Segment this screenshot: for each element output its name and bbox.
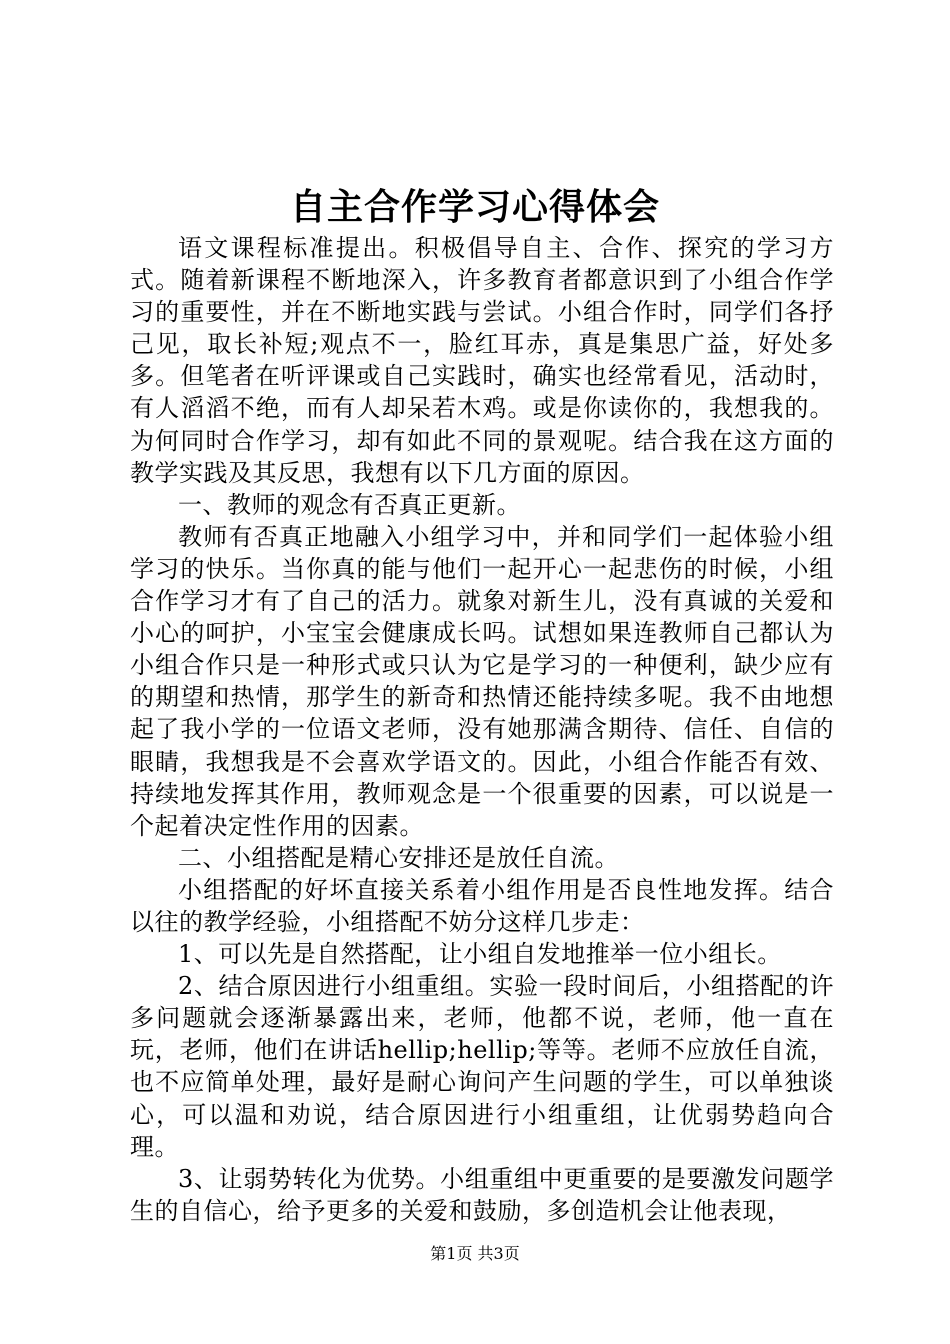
- paragraph-intro: 语文课程标准提出。积极倡导自主、合作、探究的学习方式。随着新课程不断地深入，许多教育者都意识到了小组合作学习的重要性，并在不断地实践与尝试。小组合作时，同学们各抒己见，取长补短;观点不一，脸红耳赤，真是集思广益，好处多多。但笔者在听评课或自己实践时，确实也经常看见，活动时，有人滔滔不绝，而有人却呆若木鸡。或是你读你的，我想我的。为何同时合作学习，却有如此不同的景观呢。结合我在这方面的教学实践及其反思，我想有以下几方面的原因。: [130, 234, 834, 487]
- paragraph-teacher-concept: 教师有否真正地融入小组学习中，并和同学们一起体验小组学习的快乐。当你真的能与他们一起开心一起悲伤的时候，小组合作学习才有了自己的活力。就象对新生儿，没有真诚的关爱和小心的呵护，小宝宝会健康成长吗。试想如果连教师自己都认为小组合作只是一种形式或只认为它是学习的一种便利，缺少应有的期望和热情，那学生的新奇和热情还能持续多呢。我不由地想起了我小学的一位语文老师，没有她那满含期待、信任、自信的眼睛，我想我是不会喜欢学语文的。因此，小组合作能否有效、持续地发挥其作用，教师观念是一个很重要的因素，可以说是一个起着决定性作用的因素。: [130, 522, 834, 840]
- paragraph-group-pairing: 小组搭配的好坏直接关系着小组作用是否良性地发挥。结合以往的教学经验，小组搭配不妨分这样几步走：: [130, 875, 834, 936]
- list-item-step-3: 3、让弱势转化为优势。小组重组中更重要的是要激发问题学生的自信心，给予更多的关爱和鼓励，多创造机会让他表现，: [130, 1164, 834, 1225]
- page-footer: 第1页 共3页: [430, 1244, 520, 1263]
- document-body: [130, 232, 834, 1227]
- list-item-step-2: 2、结合原因进行小组重组。实验一段时间后，小组搭配的许多问题就会逐渐暴露出来，老师，他都不说，老师，他一直在玩，老师，他们在讲话hellip;hellip;等等。老师不应放任自流，也不应简单处理，最好是耐心询问产生问题的学生，可以单独谈心，可以温和劝说，结合原因进行小组重组，让优弱势趋向合理。: [130, 972, 834, 1161]
- section-heading-1: 一、教师的观念有否真正更新。: [178, 490, 521, 519]
- page-title: 自主合作学习心得体会: [289, 186, 660, 228]
- list-item-step-1: 1、可以先是自然搭配，让小组自发地推举一位小组长。: [178, 940, 782, 969]
- section-heading-2: 二、小组搭配是精心安排还是放任自流。: [178, 843, 619, 872]
